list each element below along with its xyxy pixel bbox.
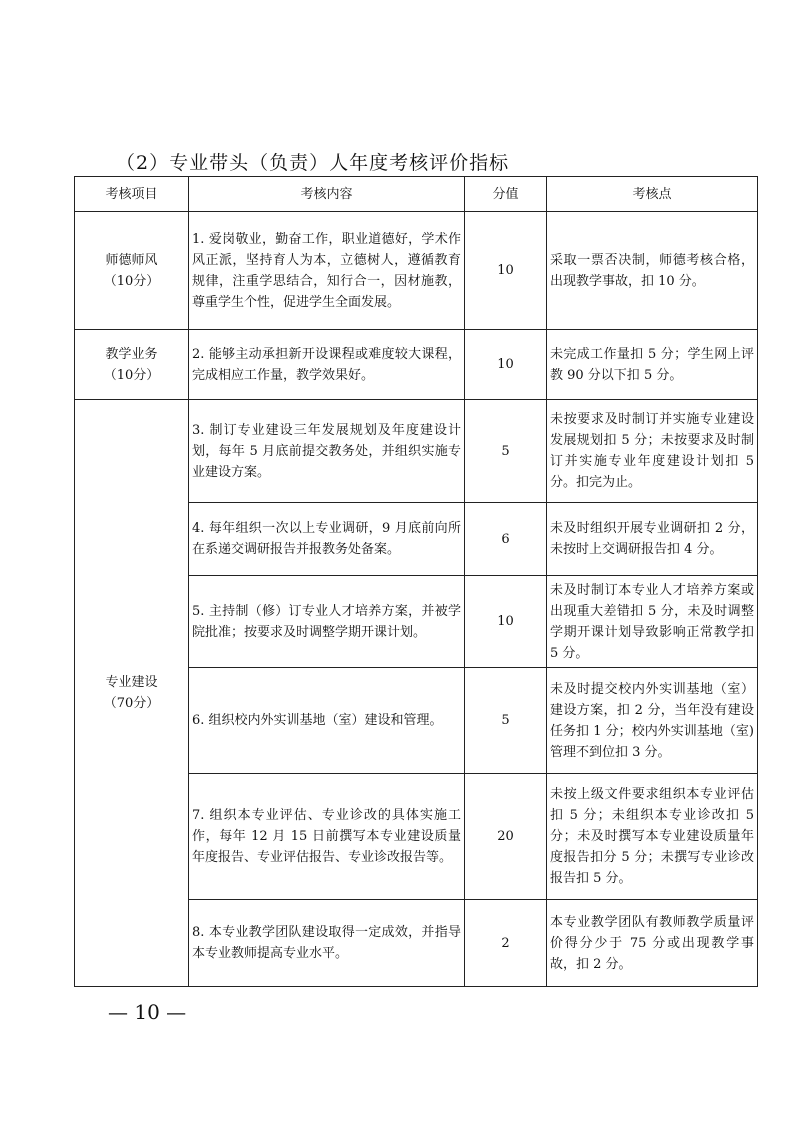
category-cell [75, 212, 189, 330]
content-cell: 3. 制订专业建设三年发展规划及年度建设计划，每年 5 月底前提交教务处，并组织实施专业建设方案。 [189, 400, 465, 503]
category-score: （10分） [103, 367, 160, 383]
content-cell: 4. 每年组织一次以上专业调研，9 月底前向所在系递交调研报告并报教务处备案。 [189, 503, 465, 576]
category-name: 专业建设 [105, 675, 158, 690]
score-cell: 20 [465, 774, 547, 900]
content-cell: 2. 能够主动承担新开设课程或难度较大课程，完成相应工作量，教学效果好。 [189, 330, 465, 400]
content-cell: 7. 组织本专业评估、专业诊改的具体实施工作，每年 12 月 15 日前撰写本专业建设质量年度报告、专业评估报告、专业诊改报告等。 [189, 774, 465, 900]
header-score: 分值 [465, 177, 547, 212]
check-cell: 未完成工作量扣 5 分；学生网上评教 90 分以下扣 5 分。 [547, 330, 758, 400]
category-cell [75, 330, 189, 400]
score-cell: 5 [465, 400, 547, 503]
check-cell: 采取一票否决制，师德考核合格，出现教学事故，扣 10 分。 [547, 212, 758, 330]
header-content: 考核内容 [189, 177, 465, 212]
content-cell: 8. 本专业教学团队建设取得一定成效，并指导本专业教师提高专业水平。 [189, 900, 465, 987]
check-cell: 本专业教学团队有教师教学质量评价得分少于 75 分或出现教学事故，扣 2 分。 [547, 900, 758, 987]
table-header-row [75, 177, 758, 212]
category-cell [75, 400, 189, 987]
content-cell: 5. 主持制（修）订专业人才培养方案，并被学院批准；按要求及时调整学期开课计划。 [189, 576, 465, 668]
category-score: （70分） [103, 696, 160, 711]
score-cell: 2 [465, 900, 547, 987]
category-name: 教学业务 [105, 346, 158, 362]
table-row [75, 212, 758, 330]
header-item: 考核项目 [75, 177, 189, 212]
check-cell: 未及时提交校内外实训基地（室）建设方案，扣 2 分，当年没有建设任务扣 1 分；校内外实训基地（室)管理不到位扣 3 分。 [547, 668, 758, 774]
score-cell: 6 [465, 503, 547, 576]
evaluation-table [74, 176, 758, 987]
content-cell: 6. 组织校内外实训基地（室）建设和管理。 [189, 668, 465, 774]
check-cell: 未按上级文件要求组织本专业评估扣 5 分；未组织本专业诊改扣 5 分；未及时撰写本专业建设质量年度报告扣分 5 分；未撰写专业诊改报告扣 5 分。 [547, 774, 758, 900]
score-cell: 10 [465, 576, 547, 668]
category-name: 师德师风 [105, 252, 158, 268]
score-cell: 10 [465, 212, 547, 330]
category-score: （10分） [103, 273, 160, 289]
page-number: — 10 — [108, 1000, 187, 1024]
header-check: 考核点 [547, 177, 758, 212]
check-cell: 未及时制订本专业人才培养方案或出现重大差错扣 5 分，未及时调整学期开课计划导致影响正常教学扣 5 分。 [547, 576, 758, 668]
score-cell: 10 [465, 330, 547, 400]
table-row [75, 400, 758, 503]
score-cell: 5 [465, 668, 547, 774]
content-cell: 1. 爱岗敬业，勤奋工作，职业道德好，学术作风正派，坚持育人为本，立德树人，遵循教育规律，注重学思结合，知行合一，因材施教，尊重学生个性，促进学生全面发展。 [189, 212, 465, 330]
check-cell: 未及时组织开展专业调研扣 2 分，未按时上交调研报告扣 4 分。 [547, 503, 758, 576]
section-title: （2）专业带头（负责）人年度考核评价指标 [116, 152, 510, 174]
check-cell: 未按要求及时制订并实施专业建设发展规划扣 5 分；未按要求及时制订并实施专业年度建设计划扣 5 分。扣完为止。 [547, 400, 758, 503]
table-row [75, 330, 758, 400]
